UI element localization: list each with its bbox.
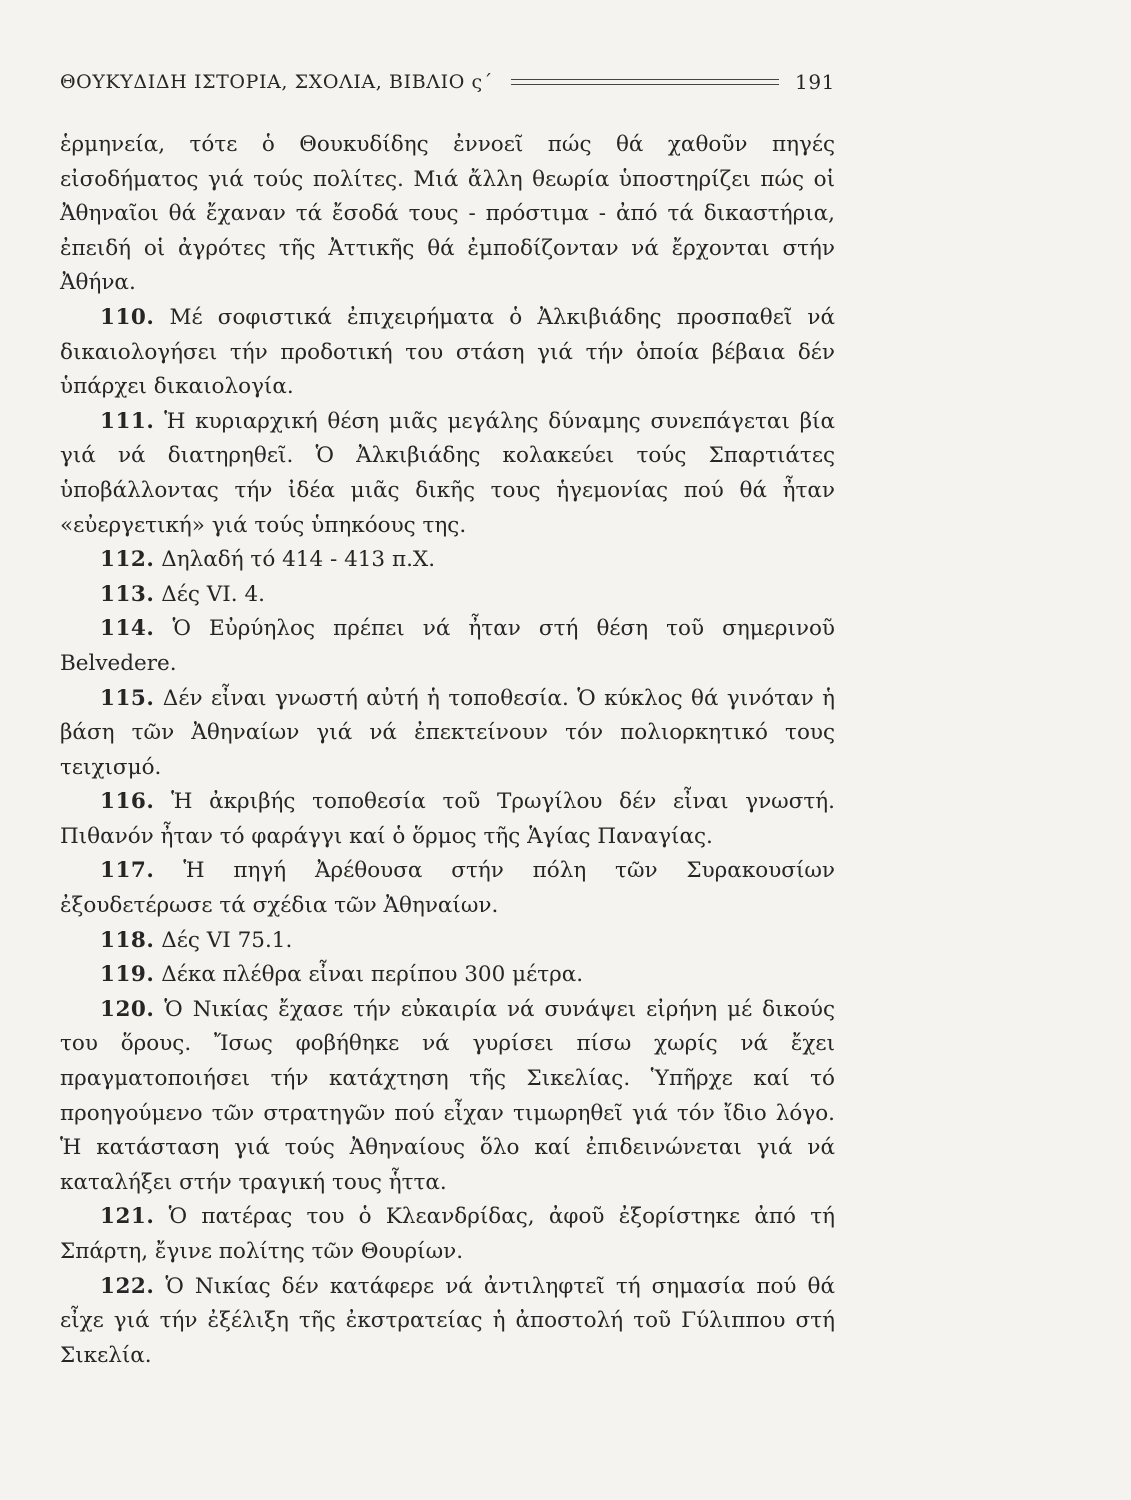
note-115 [60,682,835,786]
note-text: Ἡ κυριαρχική θέση μιᾶς μεγάλης δύναμης συνεπάγεται βία γιά νά διατηρηθεῖ. Ὁ Ἀλκιβιάδης κολακεύει τούς Σπαρτιάτες ὑποβάλλοντας τήν ἰδέα μιᾶς δικῆς τους ἡγεμονίας πού θά ἦταν «εὐεργετική» γιά τούς ὑπηκόους της. [60,408,835,538]
note-number: 115. [100,685,155,711]
note-text: Ὁ Εὐρύηλος πρέπει νά ἦταν στή θέση τοῦ σημερινοῦ Belvedere. [60,616,835,676]
note-119 [60,958,835,993]
note-text: Ἡ πηγή Ἀρέθουσα στήν πόλη τῶν Συρακουσίων ἐξουδετέρωσε τά σχέδια τῶν Ἀθηναίων. [60,858,835,919]
note-117 [60,854,835,923]
note-121 [60,1200,835,1269]
note-number: 121. [100,1204,155,1230]
header-title: ΘΟΥΚΥΔΙΔΗ ΙΣΤΟΡΙΑ, ΣΧΟΛΙΑ, ΒΙΒΛΙΟ ς΄ [60,71,493,93]
note-112 [60,543,835,578]
note-number: 112. [100,547,155,573]
note-114 [60,612,835,681]
note-110 [60,301,835,405]
note-number: 118. [100,927,155,953]
note-118 [60,924,835,959]
header-rule [511,79,779,85]
note-number: 110. [100,304,155,330]
note-number: 113. [100,581,155,607]
note-113 [60,578,835,613]
note-text: Ὁ πατέρας του ὁ Κλεανδρίδας, ἀφοῦ ἐξορίστηκε ἀπό τή Σπάρτη, ἔγινε πολίτης τῶν Θουρίων. [60,1204,836,1264]
note-text: Μέ σοφιστικά ἐπιχειρήματα ὁ Ἀλκιβιάδης προσπαθεῖ νά δικαιολογήσει τήν προδοτική του στάση γιά τήν ὁποία βέβαια δέν ὑπάρχει δικαιολογία. [60,304,835,400]
note-text: Δές VI. 4. [161,581,265,607]
note-text: Ὁ Νικίας δέν κατάφερε νά ἀντιληφτεῖ τή σημασία πού θά εἶχε γιά τήν ἐξέλιξη τῆς ἐκστρατείας ἡ ἀποστολή τοῦ Γύλιππου στή Σικελία. [60,1273,835,1368]
continuation-paragraph: ἑρμηνεία, τότε ὁ Θουκυδίδης ἐννοεῖ πώς θά χαθοῦν πηγές εἰσοδήματος γιά τούς πολίτες. Μιά ἄλλη θεωρία ὑποστηρίζει πώς οἱ Ἀθηναῖοι θά ἔχαναν τά ἔσοδά τους - πρόστιμα - ἀπό τά δικαστήρια, ἐπειδή οἱ ἀγρότες τῆς Ἀττικῆς θά ἐμποδίζονταν νά ἔρχονται στήν Ἀθήνα. [60,132,835,296]
note-number: 122. [100,1273,155,1299]
note-116 [60,785,835,854]
note-111 [60,405,835,543]
note-number: 120. [100,996,155,1022]
note-number: 116. [100,789,155,815]
running-header [60,70,835,94]
note-number: 111. [100,408,155,434]
note-text: Ἡ ἀκριβής τοποθεσία τοῦ Τρωγίλου δέν εἶναι γνωστή. Πιθανόν ἦταν τό φαράγγι καί ὁ ὅρμος τῆς Ἁγίας Παναγίας. [60,789,835,849]
notes-body [60,128,835,1373]
note-number: 119. [100,962,155,988]
note-number: 117. [100,858,155,884]
note-text: Δηλαδή τό 414 - 413 π.Χ. [161,547,436,573]
note-text: Δέκα πλέθρα εἶναι περίπου 300 μέτρα. [161,962,584,988]
note-122 [60,1270,835,1374]
note-120 [60,993,835,1201]
page-number: 191 [795,70,835,94]
note-number: 114. [100,616,155,642]
note-text: Δέν εἶναι γνωστή αὐτή ἡ τοποθεσία. Ὁ κύκλος θά γινόταν ἡ βάση τῶν Ἀθηναίων γιά νά ἐπεκτείνουν τόν πολιορκητικό τους τειχισμό. [60,685,835,780]
note-text: Ὁ Νικίας ἔχασε τήν εὐκαιρία νά συνάψει εἰρήνη μέ δικούς του ὅρους. Ἴσως φοβήθηκε νά γυρίσει πίσω χωρίς νά ἔχει πραγματοποιήσει τήν κατάχτηση τῆς Σικελίας. Ὑπῆρχε καί τό προηγούμενο τῶν στρατηγῶν πού εἶχαν τιμωρηθεῖ γιά τόν ἴδιο λόγο. Ἡ κατάσταση γιά τούς Ἀθηναίους ὅλο καί ἐπιδεινώνεται γιά νά καταλήξει στήν τραγική τους ἧττα. [60,996,835,1195]
note-text: Δές VI 75.1. [161,927,293,953]
